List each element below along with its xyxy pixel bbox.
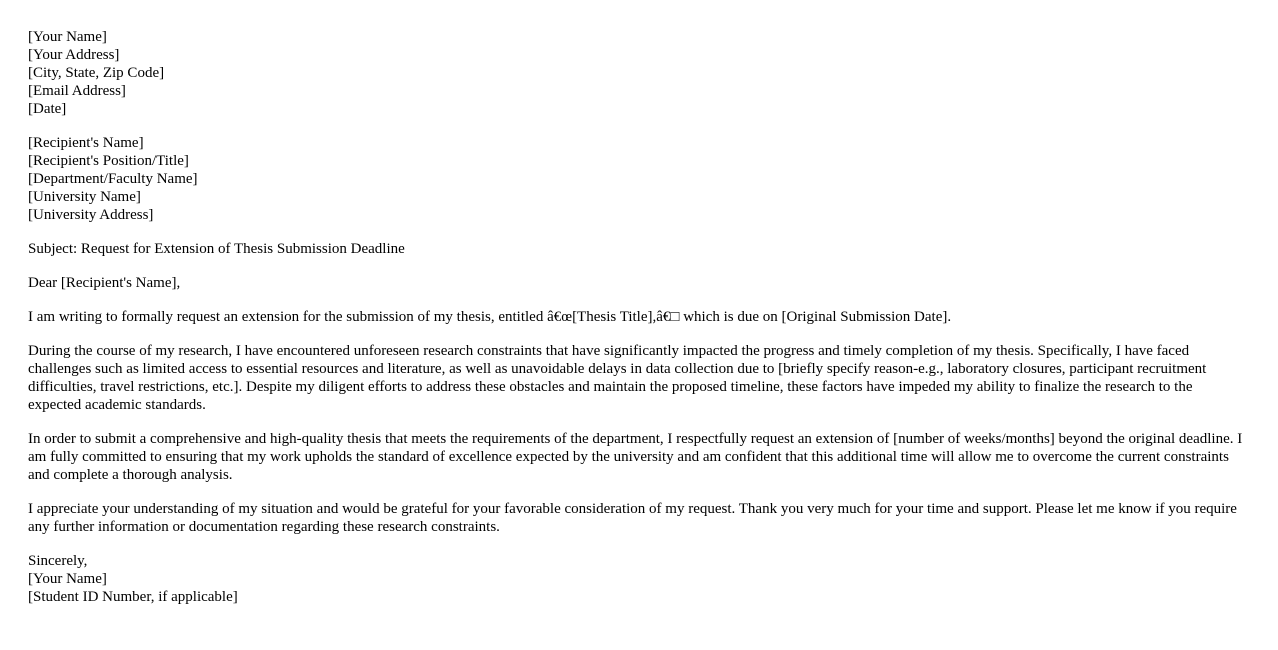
greeting-text: Dear [Recipient's Name],: [28, 275, 181, 291]
recipient-name: [Recipient's Name]: [28, 135, 144, 151]
sender-email: [Email Address]: [28, 83, 126, 99]
subject-line: [28, 240, 1248, 258]
sender-city-state-zip: [City, State, Zip Code]: [28, 65, 165, 81]
recipient-block: [28, 134, 1248, 224]
body-paragraph-2: During the course of my research, I have encountered unforeseen research constraints that have significantly impacted the progress and timely completion of my thesis. Specifically, I have faced challenges such as limited access to essential resources and literature, as well as unavoidable delays in data collection due to [briefly specify reason-e.g., laboratory closures, participant recruitment difficulties, travel restrictions, etc.]. Despite my diligent efforts to address these obstacles and maintain the proposed timeline, these factors have impeded my ability to finalize the research to the expected academic standards.: [28, 343, 1207, 413]
student-id: [Student ID Number, if applicable]: [28, 589, 238, 605]
recipient-university-address: [University Address]: [28, 207, 154, 223]
letter-date: [Date]: [28, 101, 67, 117]
greeting: [28, 274, 1248, 292]
subject-text: Subject: Request for Extension of Thesis Submission Deadline: [28, 241, 405, 257]
sender-address: [Your Address]: [28, 47, 120, 63]
closing-block: [28, 552, 1248, 606]
recipient-department: [Department/Faculty Name]: [28, 171, 198, 187]
body-paragraph-1: I am writing to formally request an extension for the submission of my thesis, entitled â€œ[Thesis Title],â€□ which is due on [Original Submission Date].: [28, 309, 952, 325]
sign-off: Sincerely,: [28, 553, 88, 569]
body-paragraph-4: I appreciate your understanding of my situation and would be grateful for your favorable consideration of my request. Thank you very much for your time and support. Please let me know if you require any further information or documentation regarding these research constraints.: [28, 501, 1237, 535]
recipient-position: [Recipient's Position/Title]: [28, 153, 189, 169]
body-paragraph-3: In order to submit a comprehensive and high-quality thesis that meets the requirements of the department, I respectfully request an extension of [number of weeks/months] beyond the original deadline. I am fully committed to ensuring that my work upholds the standard of excellence expected by the university and am confident that this additional time will allow me to overcome the current constraints and complete a thorough analysis.: [28, 431, 1243, 483]
recipient-university: [University Name]: [28, 189, 141, 205]
sender-name: [Your Name]: [28, 29, 107, 45]
sender-block: [28, 28, 1248, 118]
closing-name: [Your Name]: [28, 571, 107, 587]
